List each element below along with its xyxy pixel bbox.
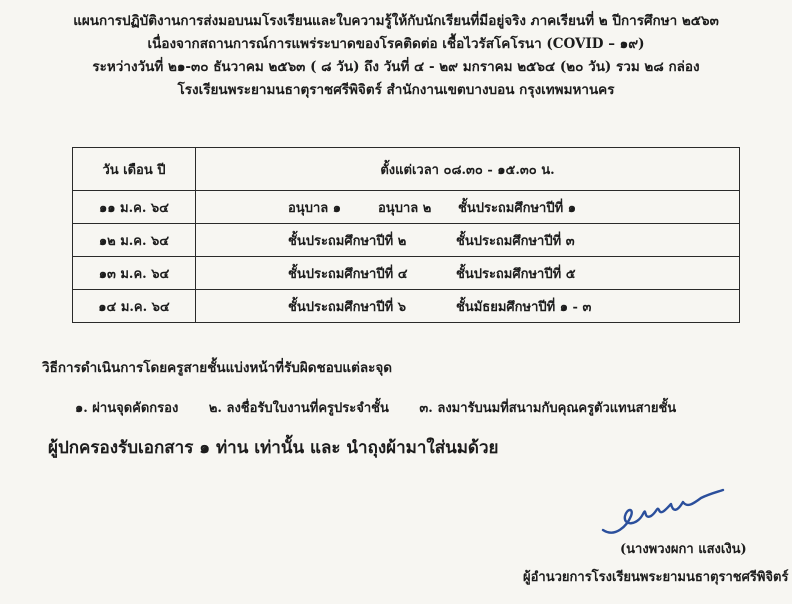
row-groups bbox=[196, 290, 740, 323]
row-group-3: ชั้นประถมศึกษาปีที่ ๑ bbox=[458, 200, 576, 216]
row-date: ๑๒ ม.ค. ๖๔ bbox=[73, 224, 196, 257]
table-row bbox=[73, 191, 740, 224]
row-groups bbox=[196, 191, 740, 224]
column-header-date: วัน เดือน ปี bbox=[73, 148, 196, 191]
column-header-time: ตั้งแต่เวลา ๐๘.๓๐ - ๑๕.๓๐ น. bbox=[196, 148, 740, 191]
header-title: แผนการปฏิบัติงานการส่งมอบนมโรงเรียนและใบความรู้ให้กับนักเรียนที่มีอยู่จริง ภาคเรียนที่ ๒ ปีการศึกษา ๒๕๖๓ bbox=[73, 13, 719, 29]
row-group-2: ชั้นประถมศึกษาปีที่ ๕ bbox=[456, 266, 576, 282]
row-group-1: ชั้นประถมศึกษาปีที่ ๖ bbox=[288, 299, 406, 315]
parent-notice: ผู้ปกครองรับเอกสาร ๑ ท่าน เท่านั้น และ นำถุงผ้ามาใส่นมด้วย bbox=[48, 438, 499, 458]
row-date: ๑๑ ม.ค. ๖๔ bbox=[73, 191, 196, 224]
method-steps bbox=[75, 397, 702, 418]
row-date: ๑๓ ม.ค. ๖๔ bbox=[73, 257, 196, 290]
table-header-row bbox=[73, 148, 740, 191]
row-group-1: ชั้นประถมศึกษาปีที่ ๒ bbox=[288, 233, 407, 249]
row-groups bbox=[196, 224, 740, 257]
row-group-1: อนุบาล ๑ bbox=[288, 200, 341, 216]
row-group-2: ชั้นมัธยมศึกษาปีที่ ๑ - ๓ bbox=[456, 299, 592, 315]
row-date: ๑๔ ม.ค. ๖๔ bbox=[73, 290, 196, 323]
header-period: ระหว่างวันที่ ๒๑-๓๐ ธันวาคม ๒๕๖๓ ( ๘ วัน) ถึง วันที่ ๔ - ๒๙ มกราคม ๒๕๖๔ (๒๐ วัน) รวม ๒๘ กล่อง bbox=[92, 59, 700, 75]
header-reason: เนื่องจากสถานการณ์การแพร่ระบาดของโรคติดต่อ เชื้อไวรัสโคโรนา (COVID – ๑๙) bbox=[147, 36, 645, 52]
signer-name: (นางพวงผกา แสงเงิน) bbox=[620, 542, 747, 557]
signature-image bbox=[597, 486, 727, 541]
signer-title: ผู้อำนวยการโรงเรียนพระยามนธาตุราชศรีพิจิตร์ bbox=[523, 570, 789, 585]
table-row bbox=[73, 290, 740, 323]
method-step-3: ๓. ลงมารับนมที่สนามกับคุณครูตัวแทนสายชั้น bbox=[419, 401, 677, 416]
table-row bbox=[73, 224, 740, 257]
table-row bbox=[73, 257, 740, 290]
row-group-2: ชั้นประถมศึกษาปีที่ ๓ bbox=[456, 233, 575, 249]
row-group-1: ชั้นประถมศึกษาปีที่ ๔ bbox=[288, 266, 408, 282]
method-step-2: ๒. ลงชื่อรับใบงานที่ครูประจำชั้น bbox=[208, 401, 389, 416]
method-step-1: ๑. ผ่านจุดคัดกรอง bbox=[75, 401, 179, 416]
row-groups bbox=[196, 257, 740, 290]
header-school: โรงเรียนพระยามนธาตุราชศรีพิจิตร์ สำนักงานเขตบางบอน กรุงเทพมหานคร bbox=[177, 82, 615, 98]
document-header bbox=[0, 10, 792, 102]
method-title: วิธีการดำเนินการโดยครูสายชั้นแบ่งหน้าที่รับผิดชอบแต่ละจุด bbox=[42, 360, 393, 376]
row-group-2: อนุบาล ๒ bbox=[378, 200, 432, 216]
schedule-table bbox=[72, 147, 740, 323]
